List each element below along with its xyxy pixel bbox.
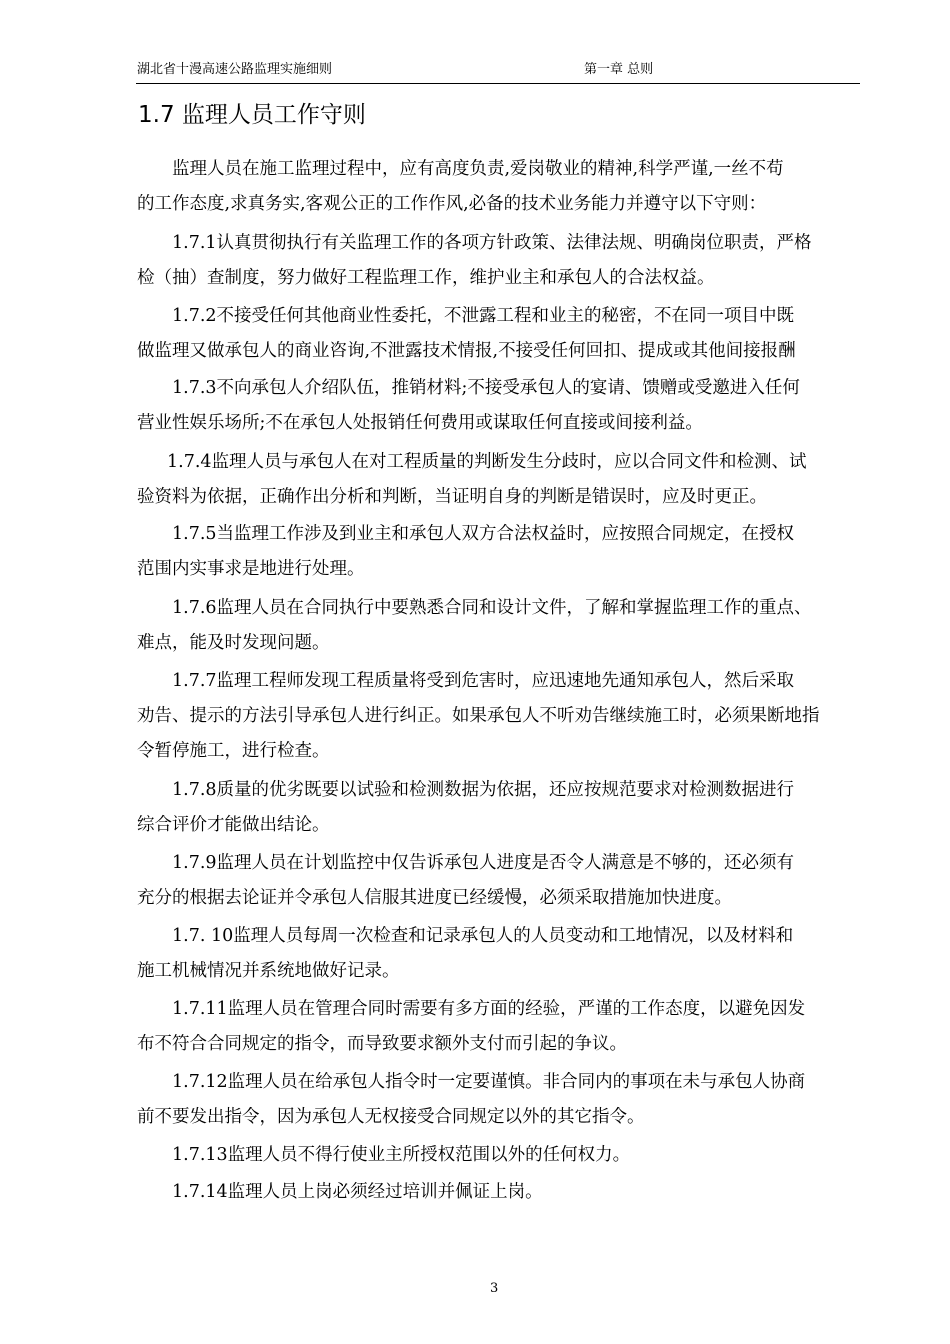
paragraph-intro — [137, 152, 861, 222]
header-document-title: 湖北省十漫高速公路监理实施细则 — [137, 62, 333, 77]
paragraph-rule-1 — [137, 226, 861, 296]
paragraph-line: 1.7.13监理人员不得行使业主所授权范围以外的任何权力。 — [172, 1145, 631, 1165]
paragraph-line: 令暂停施工，进行检查。 — [137, 741, 330, 761]
paragraph-line: 的工作态度,求真务实,客观公正的工作作风,必备的技术业务能力并遵守以下守则： — [137, 194, 767, 214]
paragraph-rule-6 — [137, 591, 861, 661]
paragraph-line: 1.7.7监理工程师发现工程质量将受到危害时，应迅速地先通知承包人，然后采取 — [172, 671, 795, 691]
paragraph-line: 1.7.8质量的优劣既要以试验和检测数据为依据，还应按规范要求对检测数据进行 — [172, 780, 795, 800]
paragraph-line: 1.7.12监理人员在给承包人指令时一定要谨慎。非合同内的事项在未与承包人协商 — [172, 1072, 806, 1092]
paragraph-rule-12 — [137, 1065, 861, 1135]
paragraph-rule-14 — [137, 1175, 861, 1210]
paragraph-line: 充分的根据去论证并令承包人信服其进度已经缓慢，必须采取措施加快进度。 — [137, 888, 732, 908]
paragraph-line: 综合评价才能做出结论。 — [137, 815, 330, 835]
paragraph-line: 做监理又做承包人的商业咨询,不泄露技术情报,不接受任何回扣、提成或其他间接报酬 — [137, 341, 796, 361]
paragraph-line: 1.7.2不接受任何其他商业性委托，不泄露工程和业主的秘密，不在同一项目中既 — [172, 306, 795, 326]
paragraph-line: 1.7.9监理人员在计划监控中仅告诉承包人进度是否令人满意是不够的，还必须有 — [172, 853, 795, 873]
paragraph-line: 劝告、提示的方法引导承包人进行纠正。如果承包人不听劝告继续施工时，必须果断地指 — [137, 706, 820, 726]
paragraph-rule-10 — [137, 919, 861, 989]
paragraph-line: 1.7.11监理人员在管理合同时需要有多方面的经验，严谨的工作态度，以避免因发 — [172, 999, 806, 1019]
paragraph-line: 前不要发出指令，因为承包人无权接受合同规定以外的其它指令。 — [137, 1107, 645, 1127]
paragraph-line: 营业性娱乐场所;不在承包人处报销任何费用或谋取任何直接或间接利益。 — [137, 413, 703, 433]
paragraph-rule-5 — [137, 517, 861, 587]
paragraph-line: 1.7.4监理人员与承包人在对工程质量的判断发生分歧时，应以合同文件和检测、试 — [167, 452, 807, 472]
paragraph-rule-2 — [137, 299, 861, 369]
header-chapter-title: 第一章 总则 — [584, 62, 654, 77]
paragraph-line: 验资料为依据，正确作出分析和判断，当证明自身的判断是错误时，应及时更正。 — [137, 487, 767, 507]
paragraph-line: 监理人员在施工监理过程中，应有高度负责,爱岗敬业的精神,科学严谨,一丝不苟 — [172, 159, 784, 179]
paragraph-line: 1.7.6监理人员在合同执行中要熟悉合同和设计文件，了解和掌握监理工作的重点、 — [172, 598, 812, 618]
paragraph-rule-4 — [137, 445, 861, 515]
paragraph-line: 1.7.1认真贯彻执行有关监理工作的各项方针政策、法律法规、明确岗位职责，严格 — [172, 233, 812, 253]
paragraph-line: 检（抽）查制度，努力做好工程监理工作，维护业主和承包人的合法权益。 — [137, 268, 715, 288]
paragraph-line: 1.7.5当监理工作涉及到业主和承包人双方合法权益时，应按照合同规定，在授权 — [172, 524, 795, 544]
section-title: 1.7 监理人员工作守则 — [138, 102, 366, 128]
paragraph-rule-8 — [137, 773, 861, 843]
paragraph-line: 难点，能及时发现问题。 — [137, 633, 330, 653]
paragraph-line: 1.7.3不向承包人介绍队伍，推销材料;不接受承包人的宴请、馈赠或受邀进入任何 — [172, 378, 800, 398]
paragraph-line: 1.7. 10监理人员每周一次检查和记录承包人的人员变动和工地情况，以及材料和 — [172, 926, 794, 946]
paragraph-rule-7 — [137, 664, 861, 769]
paragraph-line: 施工机械情况并系统地做好记录。 — [137, 961, 400, 981]
paragraph-rule-13 — [137, 1138, 861, 1173]
header-divider — [136, 83, 860, 84]
paragraph-rule-11 — [137, 992, 861, 1062]
paragraph-rule-9 — [137, 846, 861, 916]
paragraph-rule-3 — [137, 371, 861, 441]
paragraph-line: 1.7.14监理人员上岗必须经过培训并佩证上岗。 — [172, 1182, 543, 1202]
page-number: 3 — [490, 1281, 499, 1296]
paragraph-line: 范围内实事求是地进行处理。 — [137, 559, 365, 579]
paragraph-line: 布不符合合同规定的指令，而导致要求额外支付而引起的争议。 — [137, 1034, 627, 1054]
